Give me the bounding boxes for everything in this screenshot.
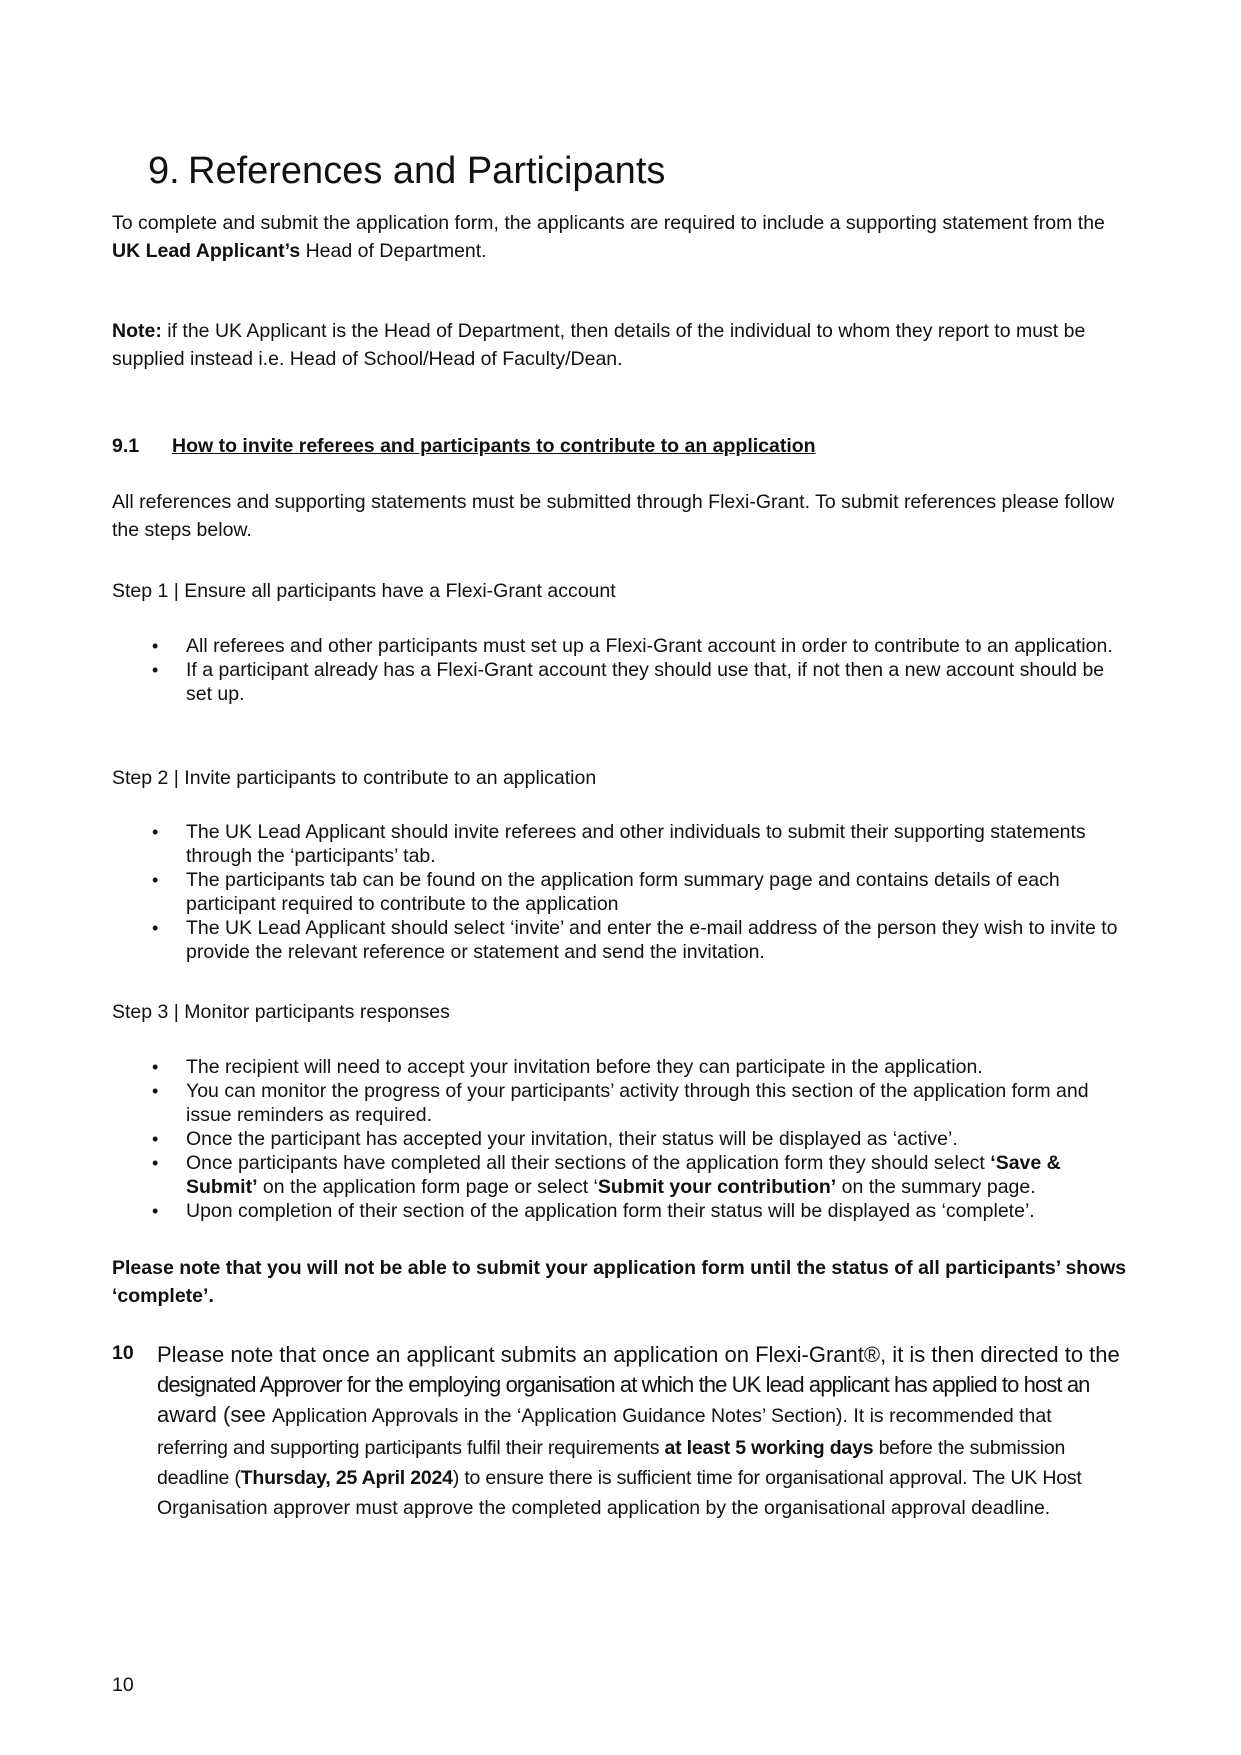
list-item: • Once the participant has accepted your invitation, their status will be displayed as ‘active’.: [152, 1127, 1132, 1151]
intro-paragraph: [112, 209, 1132, 265]
note-label: Note:: [112, 320, 162, 342]
list-item: • If a participant already has a Flexi-Grant account they should use that, if not then a new account should be set up.: [152, 658, 1132, 706]
paragraph-line: Please note that once an applicant submits an application on Flexi-Grant®, it is then directed to the: [157, 1342, 1120, 1367]
step2-title: Step 2 | Invite participants to contribute to an application: [112, 767, 597, 789]
paragraph-text: referring and supporting participants fulfil their requirements: [157, 1437, 665, 1459]
section-intro: All references and supporting statements must be submitted through Flexi-Grant. To submit references please follow the steps below.: [112, 491, 1115, 541]
list-item: • Upon completion of their section of the application form their status will be displayed as ‘complete’.: [152, 1199, 1132, 1223]
list-item: • All referees and other participants must set up a Flexi-Grant account in order to contribute to an application.: [152, 634, 1132, 658]
submit-contribution-label: Submit your contribution’: [597, 1176, 837, 1198]
paragraph-line: Organisation approver must approve the completed application by the organisational approval deadline.: [157, 1497, 1051, 1519]
list-item: • The participants tab can be found on the application form summary page and contains details of each participant required to contribute to the application: [152, 868, 1132, 916]
bullet-text: on the summary page.: [836, 1176, 1036, 1198]
final-note: Please note that you will not be able to submit your application form until the status of all participants’ shows ‘complete’.: [112, 1257, 1127, 1307]
list-item: • You can monitor the progress of your participants’ activity through this section of the application form and issue reminders as required.: [152, 1079, 1132, 1127]
bullet-text: on the application form page or select ‘: [257, 1176, 598, 1198]
step3-list: [152, 1055, 1132, 1223]
paragraph-number: 10: [112, 1342, 134, 1364]
working-days-emphasis: at least 5 working days: [664, 1437, 874, 1459]
paragraph-text: deadline (: [157, 1467, 241, 1489]
section-heading: [112, 432, 816, 460]
heading-title: References and Participants: [188, 150, 666, 192]
paragraph-text: before the submission: [873, 1437, 1066, 1459]
intro-text: To complete and submit the application form, the applicants are required to include a supporting statement from the: [112, 212, 1105, 234]
note-paragraph: [112, 317, 1132, 373]
step2-list: [152, 820, 1132, 964]
section-number: 9.1: [112, 435, 140, 457]
intro-text-end: Head of Department.: [300, 240, 487, 262]
list-item: • The recipient will need to accept your invitation before they can participate in the application.: [152, 1055, 1132, 1079]
step1-list: [152, 634, 1132, 706]
list-item: • The UK Lead Applicant should select ‘invite’ and enter the e-mail address of the person they wish to invite to provide the relevant reference or statement and send the invitation.: [152, 916, 1132, 964]
deadline-date: Thursday, 25 April 2024: [240, 1467, 453, 1489]
list-item: • The UK Lead Applicant should invite referees and other individuals to submit their supporting statements through the ‘participants’ tab.: [152, 820, 1132, 868]
paragraph-text: award (see: [157, 1402, 272, 1427]
paragraph-10-body: [157, 1340, 1132, 1523]
intro-bold: UK Lead Applicant’s: [112, 240, 301, 262]
page-number: 10: [112, 1674, 134, 1696]
paragraph-line: designated Approver for the employing organisation at which the UK lead applicant has applied to host an: [157, 1372, 1090, 1397]
paragraph-text: ) to ensure there is sufficient time for organisational approval. The UK Host: [452, 1467, 1082, 1489]
heading-number: 9.: [148, 150, 180, 192]
save-submit-label: ‘Save & Submit’: [186, 1152, 1061, 1198]
paragraph-text: Application Approvals in the ‘Application Guidance Notes’ Section). It is recommended that: [271, 1405, 1052, 1427]
step3-title: Step 3 | Monitor participants responses: [112, 1001, 450, 1023]
list-item: [152, 1151, 1132, 1199]
bullet-text: Once participants have completed all their sections of the application form they should select: [186, 1152, 991, 1174]
step1-title: Step 1 | Ensure all participants have a Flexi-Grant account: [112, 580, 616, 602]
section-title: How to invite referees and participants to contribute to an application: [172, 435, 816, 457]
note-text: if the UK Applicant is the Head of Department, then details of the individual to whom they report to must be supplied instead i.e. Head of School/Head of Faculty/Dean.: [112, 320, 1086, 370]
page-title: [148, 148, 665, 194]
